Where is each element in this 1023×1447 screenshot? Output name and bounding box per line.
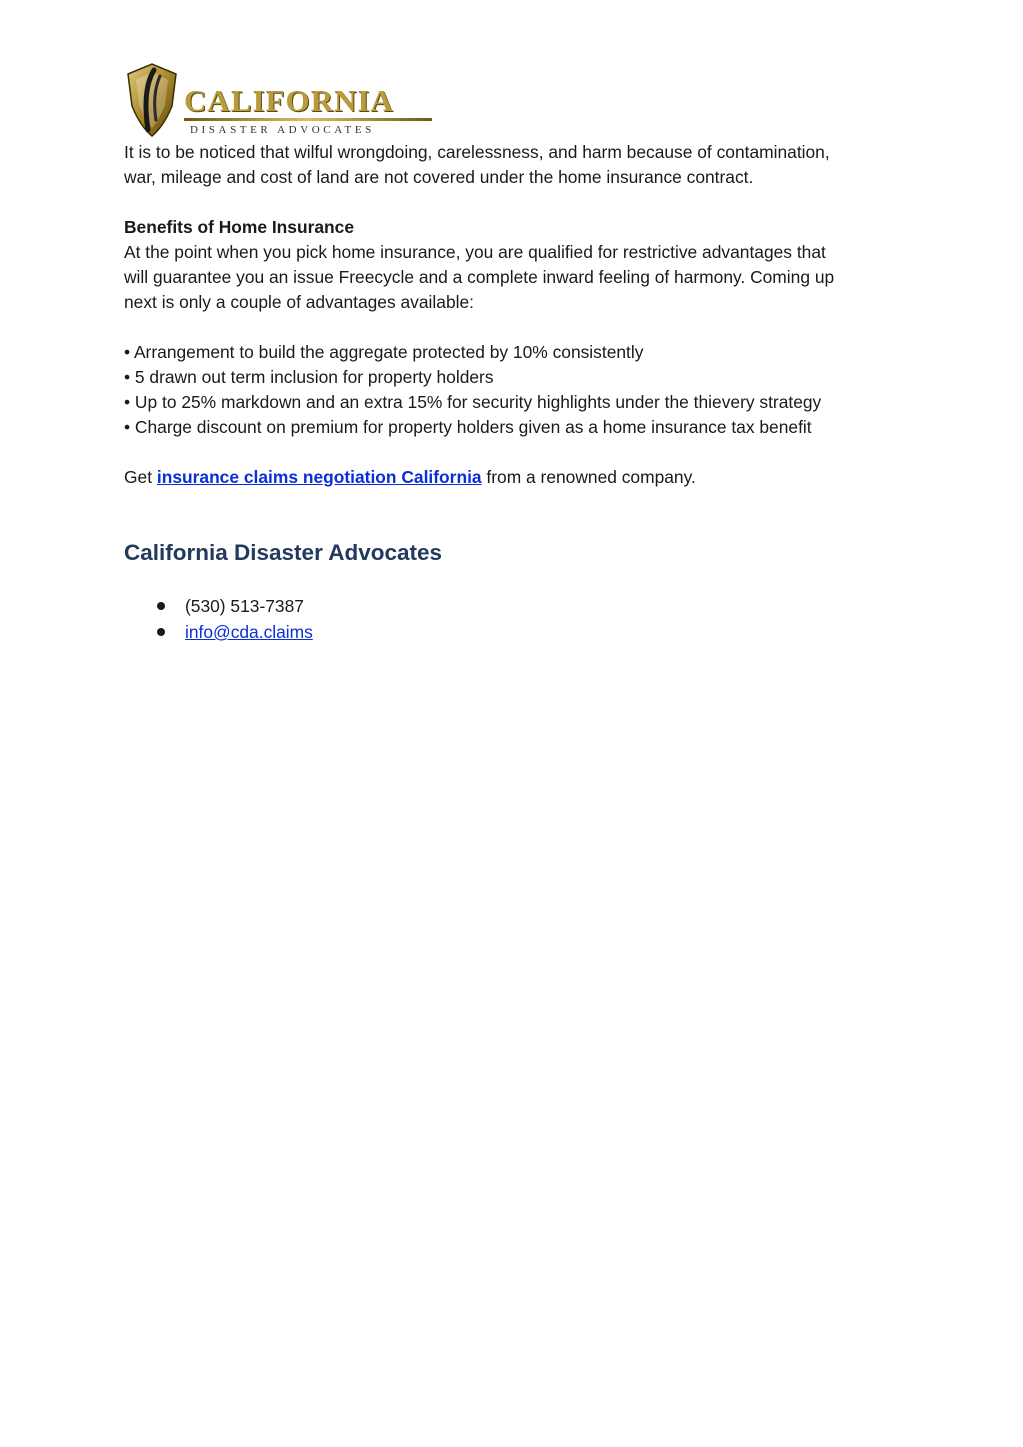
- logo-divider: [184, 118, 432, 121]
- bullet-icon: [157, 602, 165, 610]
- logo-name: CALIFORNIA: [184, 83, 394, 118]
- cta-suffix: from a renowned company.: [481, 467, 696, 487]
- shield-logo-icon: [124, 60, 180, 138]
- document-page: [124, 58, 904, 645]
- list-item: • 5 drawn out term inclusion for property holders: [124, 367, 494, 387]
- spacer: [124, 440, 904, 465]
- list-item: • Up to 25% markdown and an extra 15% for security highlights under the thievery strategy: [124, 392, 822, 412]
- spacer: [124, 190, 904, 215]
- email-link[interactable]: info@cda.claims: [185, 622, 313, 642]
- benefits-list: [124, 340, 904, 440]
- benefits-heading: Benefits of Home Insurance: [124, 217, 354, 237]
- phone-number: (530) 513-7387: [185, 596, 304, 616]
- cta-line: [124, 465, 904, 490]
- company-logo: [124, 58, 904, 138]
- bullet-icon: [157, 628, 165, 636]
- benefits-line: At the point when you pick home insurance, you are qualified for restrictive advantages that: [124, 242, 826, 262]
- benefits-line: will guarantee you an issue Freecycle and a complete inward feeling of harmony. Coming up: [124, 267, 835, 287]
- insurance-claims-link[interactable]: insurance claims negotiation California: [156, 467, 482, 487]
- logo-text: [184, 83, 432, 136]
- list-item: • Arrangement to build the aggregate protected by 10% consistently: [124, 342, 644, 362]
- intro-line: It is to be noticed that wilful wrongdoing, carelessness, and harm because of contamination,: [124, 142, 830, 162]
- benefits-section: [124, 215, 904, 315]
- list-item: • Charge discount on premium for property holders given as a home insurance tax benefit: [124, 417, 812, 437]
- intro-line: war, mileage and cost of land are not covered under the home insurance contract.: [124, 167, 754, 187]
- contact-list: [124, 593, 904, 645]
- benefits-line: next is only a couple of advantages available:: [124, 292, 474, 312]
- spacer: [124, 315, 904, 340]
- intro-paragraph: [124, 140, 904, 190]
- contact-phone-item: [124, 593, 904, 619]
- contact-heading: California Disaster Advocates: [124, 540, 443, 565]
- contact-email-item: [124, 619, 904, 645]
- cta-prefix: Get: [124, 467, 157, 487]
- logo-subtitle: DISASTER ADVOCATES: [190, 124, 375, 136]
